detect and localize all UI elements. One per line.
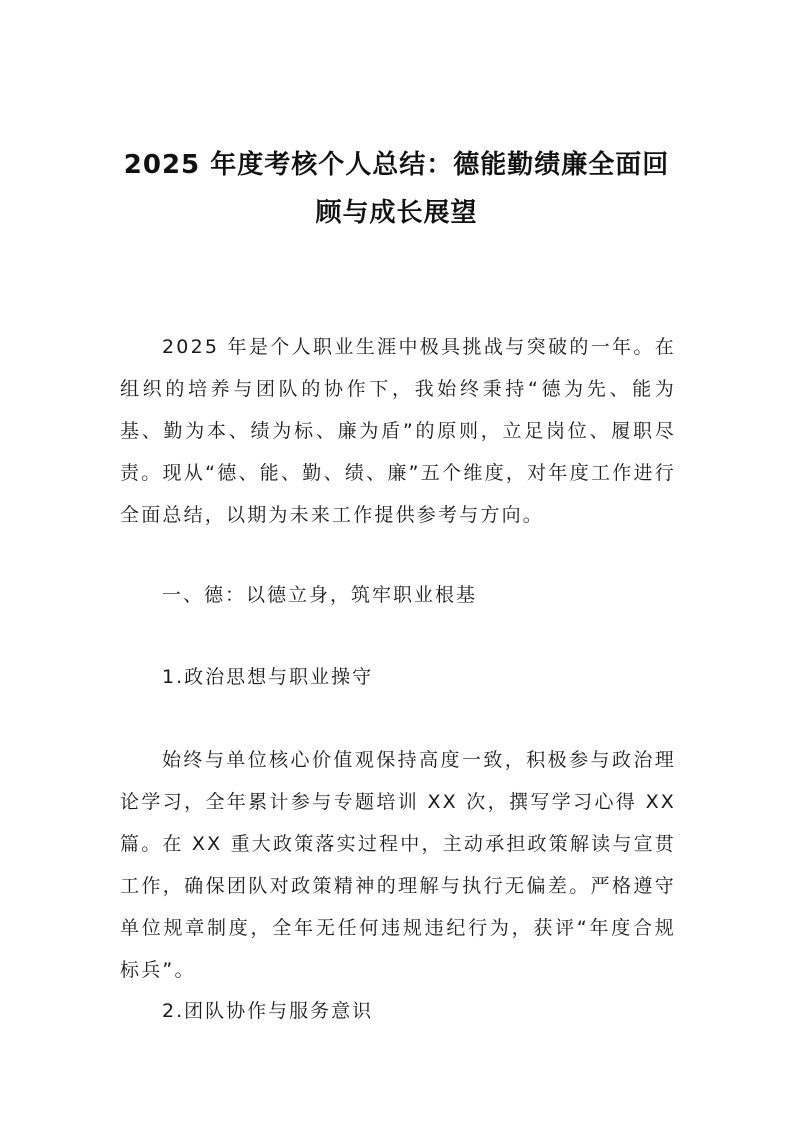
title-line-2: 顾与成长展望 xyxy=(315,198,478,229)
section-heading-de: 一、德：以德立身，筑牢职业根基 xyxy=(162,584,478,606)
subsection-heading-1: 1.政治思想与职业操守 xyxy=(162,666,374,688)
title-line-1: 2025 年度考核个人总结：德能勤绩廉全面回 xyxy=(123,150,670,181)
subsection-1-paragraph: 始终与单位核心价值观保持高度一致，积极参与政治理论学习，全年累计参与专题培训 XX 次，撰写学习心得 XX 篇。在 XX 重大政策落实过程中，主动承担政策解读与宣贯工作，确保团队对政策精神的理解与执行无偏差。严格遵守单位规章制度，全年无任何违规违纪行为，获评“年度合规标兵”。 xyxy=(120,749,676,981)
intro-paragraph: 2025 年是个人职业生涯中极具挑战与突破的一年。在组织的培养与团队的协作下，我始终秉持“德为先、能为基、勤为本、绩为标、廉为盾”的原则，立足岗位、履职尽责。现从“德、能、勤、绩、廉”五个维度，对年度工作进行全面总结，以期为未来工作提供参考与方向。 xyxy=(120,336,676,526)
document-title xyxy=(110,141,683,237)
subsection-heading-2: 2.团队协作与服务意识 xyxy=(162,1000,374,1022)
